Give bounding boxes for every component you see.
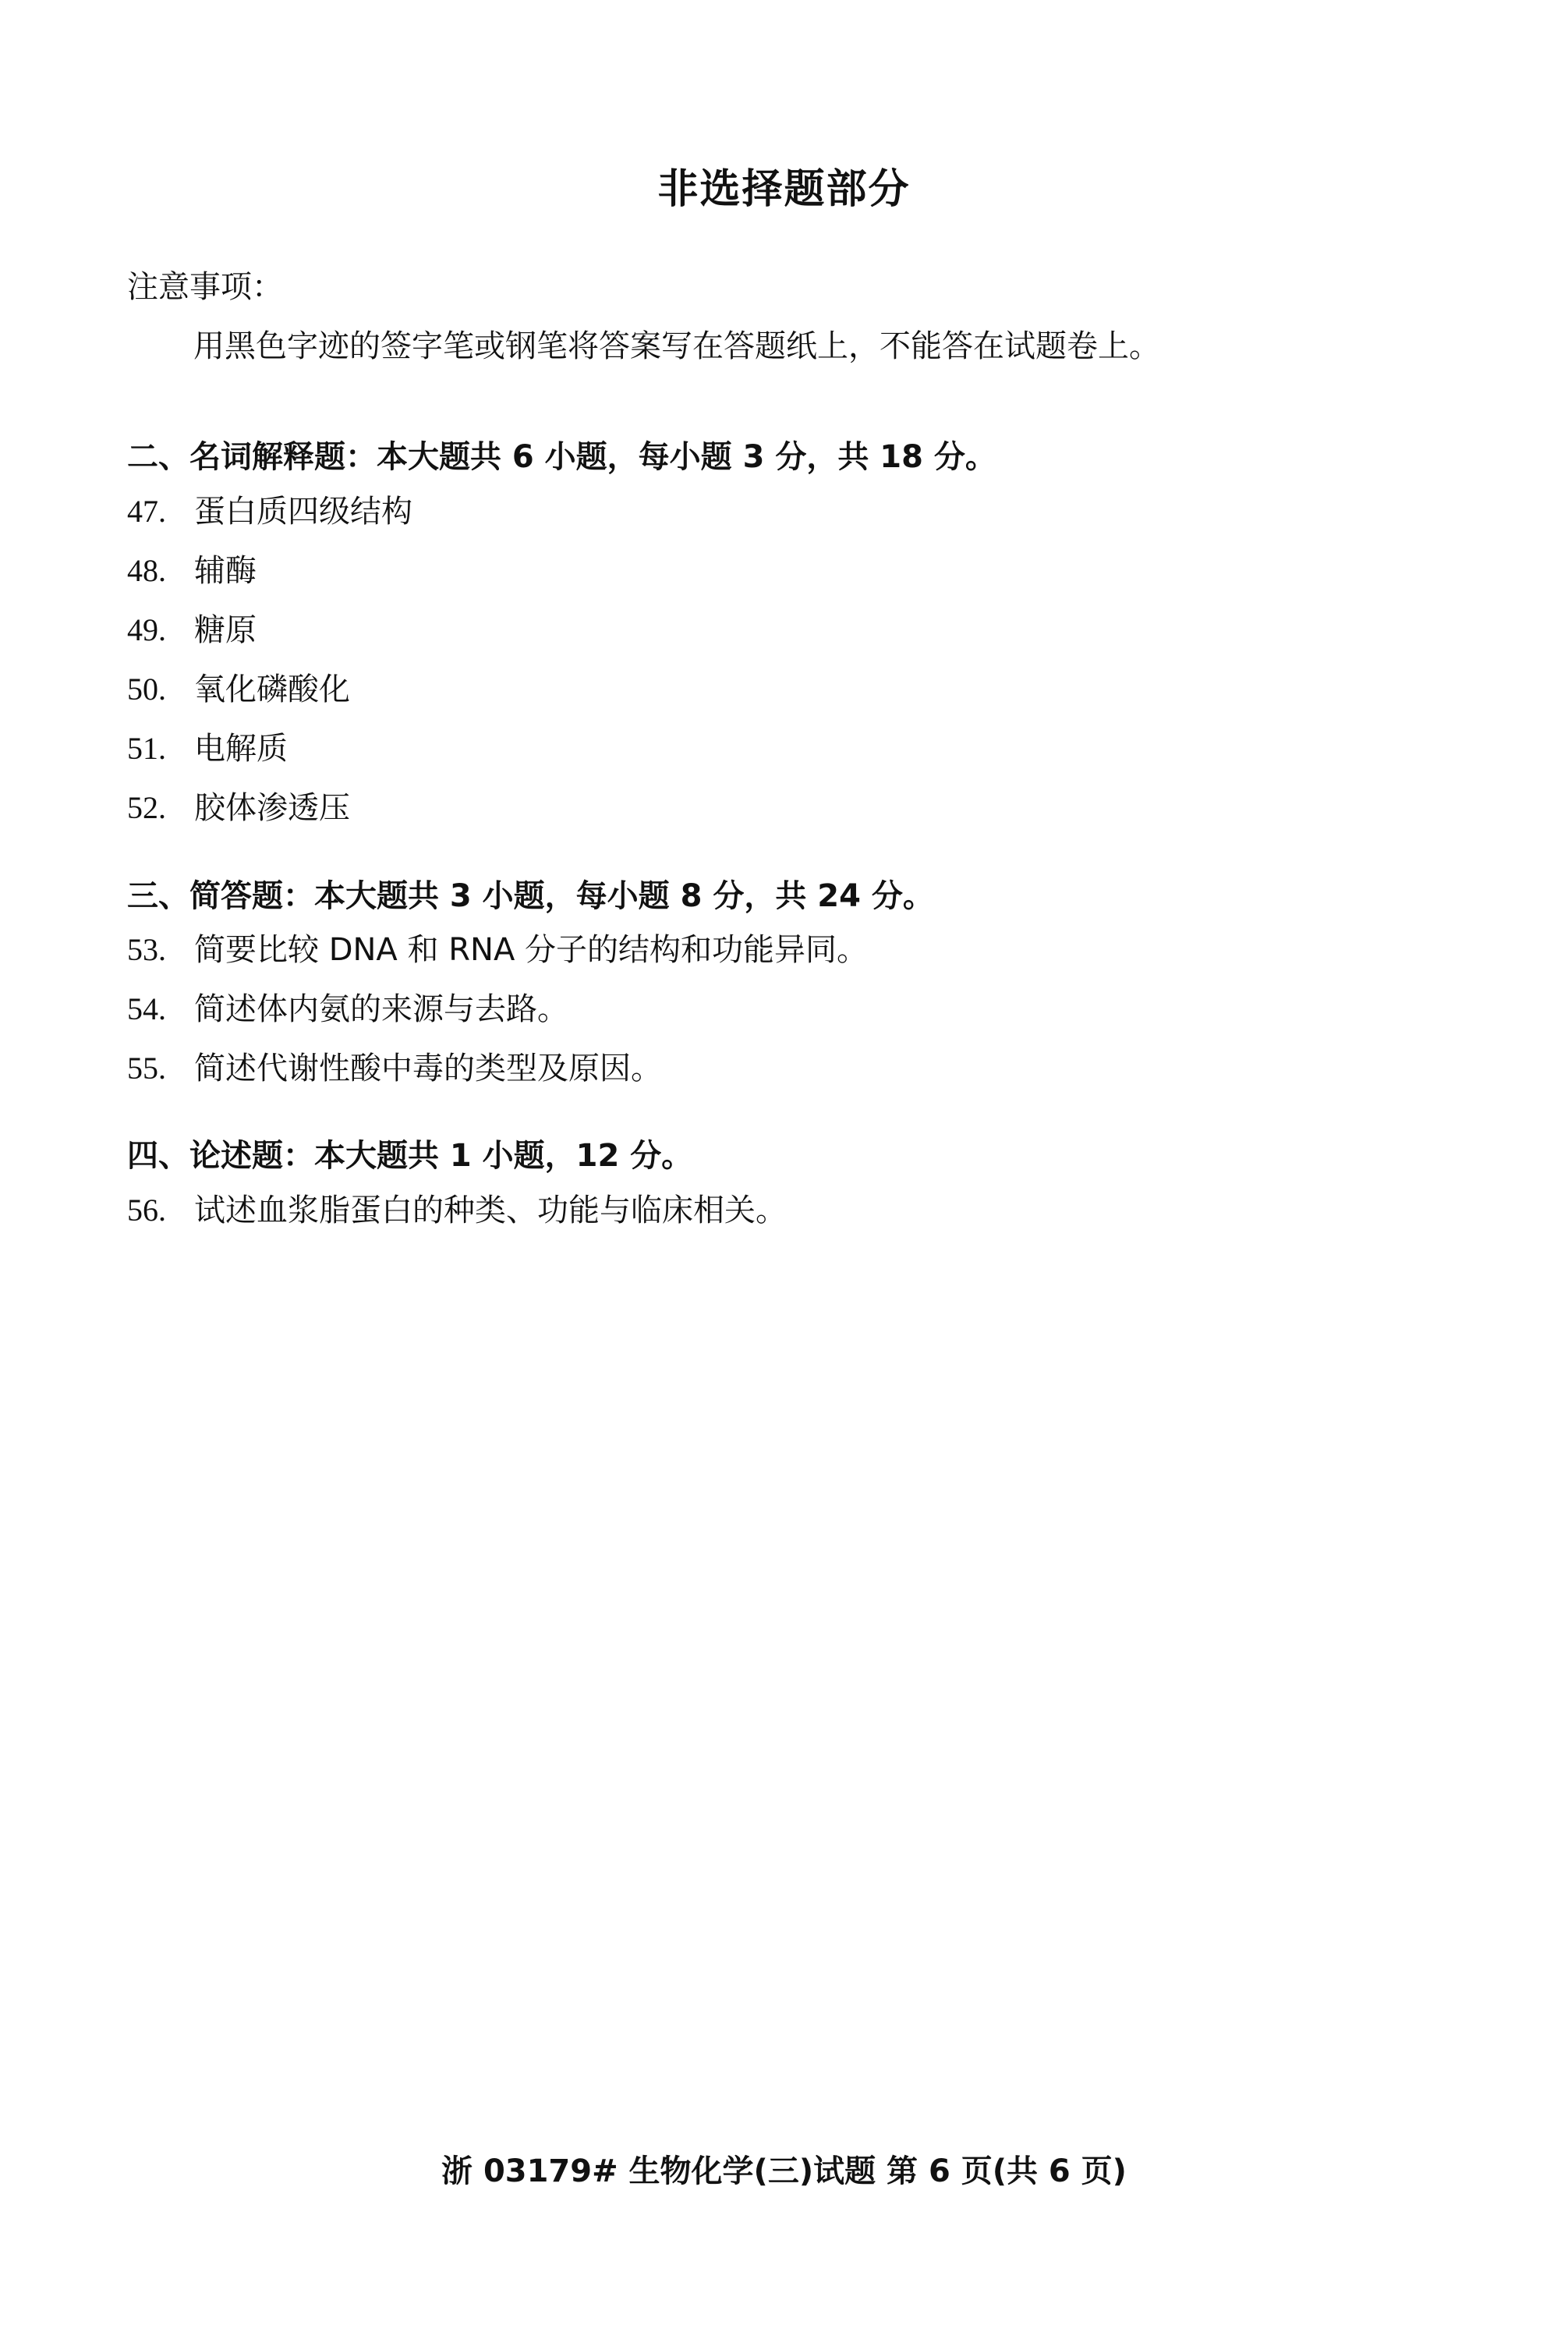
question-item bbox=[127, 783, 350, 828]
question-item bbox=[127, 724, 288, 768]
question-text: 糖原 bbox=[194, 612, 257, 648]
page-title: 非选择题部分 bbox=[657, 166, 911, 213]
question-number: 53. bbox=[127, 932, 166, 967]
notice-text: 用黑色字迹的签字笔或钢笔将答案写在答题纸上，不能答在试题卷上。 bbox=[193, 328, 1160, 364]
question-item bbox=[127, 925, 868, 969]
question-item bbox=[127, 984, 568, 1029]
question-text: 简要比较 DNA 和 RNA 分子的结构和功能异同。 bbox=[194, 932, 869, 968]
notice-label: 注意事项： bbox=[127, 269, 283, 305]
question-item bbox=[127, 605, 257, 650]
question-item bbox=[127, 1044, 662, 1088]
question-number: 48. bbox=[127, 553, 166, 588]
question-text: 简述代谢性酸中毒的类型及原因。 bbox=[194, 1051, 662, 1086]
question-number: 54. bbox=[127, 991, 166, 1026]
question-number: 56. bbox=[127, 1193, 166, 1228]
question-item bbox=[127, 665, 350, 709]
section-heading-2: 二、名词解释题：本大题共 6 小题，每小题 3 分，共 18 分。 bbox=[127, 439, 996, 475]
question-item bbox=[127, 487, 412, 531]
question-text: 试述血浆脂蛋白的种类、功能与临床相关。 bbox=[194, 1193, 787, 1228]
page-footer: 浙 03179# 生物化学(三)试题 第 6 页(共 6 页) bbox=[441, 2153, 1127, 2189]
section-heading-3: 三、简答题：本大题共 3 小题，每小题 8 分，共 24 分。 bbox=[127, 878, 934, 914]
section-heading-4: 四、论述题：本大题共 1 小题，12 分。 bbox=[127, 1138, 693, 1174]
question-text: 辅酶 bbox=[194, 553, 257, 589]
question-number: 51. bbox=[127, 731, 166, 766]
question-item bbox=[127, 1186, 787, 1230]
question-text: 电解质 bbox=[194, 731, 288, 767]
question-text: 胶体渗透压 bbox=[194, 790, 350, 826]
question-number: 50. bbox=[127, 672, 166, 707]
question-text: 蛋白质四级结构 bbox=[194, 494, 412, 530]
question-item bbox=[127, 546, 257, 590]
question-text: 氧化磷酸化 bbox=[194, 672, 350, 707]
question-text: 简述体内氨的来源与去路。 bbox=[194, 991, 568, 1027]
question-number: 52. bbox=[127, 790, 166, 825]
question-number: 49. bbox=[127, 612, 166, 647]
question-number: 55. bbox=[127, 1051, 166, 1086]
question-number: 47. bbox=[127, 494, 166, 529]
